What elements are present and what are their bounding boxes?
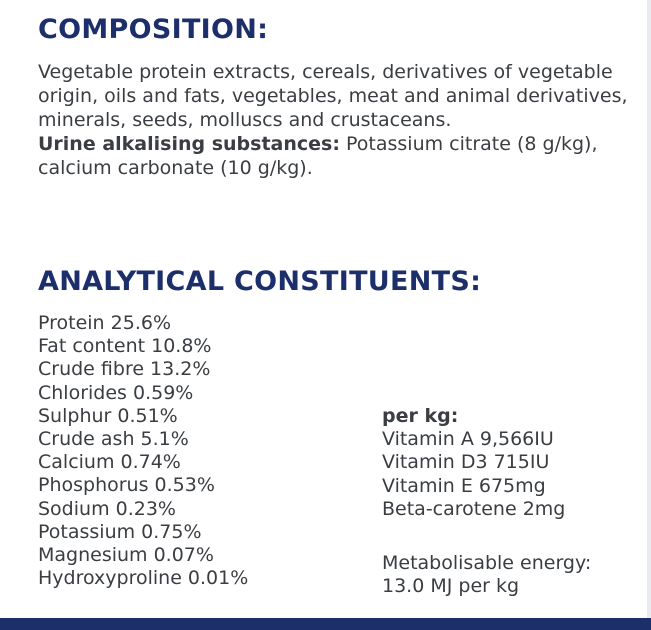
constituent-item: Crude fibre 13.2%	[38, 358, 211, 381]
footer-bar	[0, 618, 651, 630]
constituent-item: Phosphorus 0.53%	[38, 474, 215, 497]
constituent-item: Sodium 0.23%	[38, 497, 176, 520]
constituent-item: Hydroxyproline 0.01%	[38, 567, 249, 590]
right-edge-divider	[647, 0, 651, 618]
analytical-constituents-heading: ANALYTICAL CONSTITUENTS:	[38, 266, 482, 297]
constituent-item: Protein 25.6%	[38, 312, 171, 334]
constituent-item: Sulphur 0.51%	[38, 404, 178, 427]
constituent-item: Magnesium 0.07%	[38, 543, 214, 566]
constituent-item: Crude ash 5.1%	[38, 427, 189, 450]
composition-text-block	[38, 60, 638, 180]
composition-text: Vegetable protein extracts, cereals, derivatives of vegetable origin, oils and fats, vegetables, meat and animal derivatives, minerals, seeds, molluscs and crustaceans.	[38, 61, 628, 131]
vitamin-item: Vitamin E 675mg	[382, 474, 546, 497]
constituent-item: Potassium 0.75%	[38, 520, 202, 543]
energy-value: 13.0 MJ per kg	[382, 575, 520, 598]
energy-label: Metabolisable energy:	[382, 552, 592, 574]
urine-alkalising-paragraph	[38, 132, 638, 180]
energy-block	[382, 552, 591, 598]
urine-alkalising-label: Urine alkalising substances:	[38, 133, 340, 155]
constituent-item: Calcium 0.74%	[38, 451, 181, 474]
composition-heading: COMPOSITION:	[38, 14, 269, 45]
vitamin-item: Vitamin A 9,566IU	[382, 428, 554, 451]
urine-alkalising-text: Potassium citrate (8 g/kg), calcium carbonate (10 g/kg).	[38, 133, 598, 179]
vitamin-item: Vitamin D3 715IU	[382, 451, 550, 474]
constituent-item: Chlorides 0.59%	[38, 381, 194, 404]
constituents-list	[38, 312, 248, 590]
constituent-item: Fat content 10.8%	[38, 335, 212, 358]
per-kg-label: per kg:	[382, 405, 459, 427]
vitamin-item: Beta-carotene 2mg	[382, 497, 566, 520]
vitamins-list	[382, 405, 565, 521]
